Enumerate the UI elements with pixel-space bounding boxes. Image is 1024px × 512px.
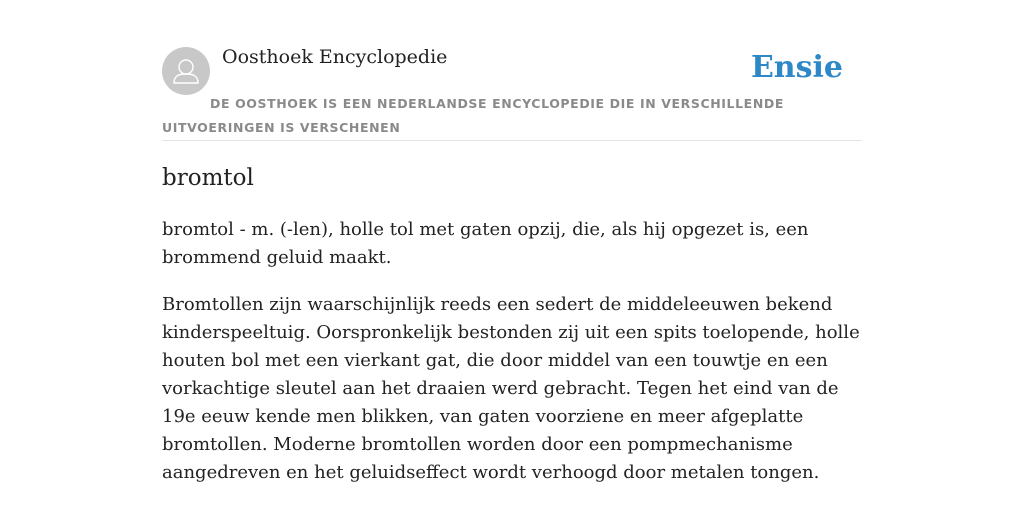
article-paragraph: Bromtollen zijn waarschijnlijk reeds een sedert de middeleeuwen bekend kinderspeeltuig. Oorspronkelijk bestonden zij uit een spits toelopende, holle houten bol met een vierkant gat, die door middel van een touwtje en een vorkachtige sleutel aan het draaien werd gebracht. Tegen het eind van de 19e eeuw kende men blikken, van gaten voorziene en meer afgeplatte bromtollen. Moderne bromtollen worden door een pompmechanisme aangedreven en het geluidseffect wordt verhoogd door metalen tongen. bbox=[162, 294, 860, 483]
article-title: bromtol bbox=[162, 165, 254, 191]
site-tagline: DE OOSTHOEK IS EEN NEDERLANDSE ENCYCLOPEDIE DIE IN VERSCHILLENDE UITVOERINGEN IS VERSCHENEN bbox=[162, 96, 784, 135]
site-header bbox=[162, 0, 862, 141]
article bbox=[162, 160, 862, 487]
brand-logo[interactable]: Ensie bbox=[750, 50, 843, 85]
user-outline-icon bbox=[162, 47, 210, 95]
site-name[interactable]: Oosthoek Encyclopedie bbox=[222, 46, 448, 68]
avatar[interactable] bbox=[162, 47, 210, 95]
article-definition: bromtol - m. (-len), holle tol met gaten opzij, die, als hij opgezet is, een brommend geluid maakt. bbox=[162, 219, 809, 268]
